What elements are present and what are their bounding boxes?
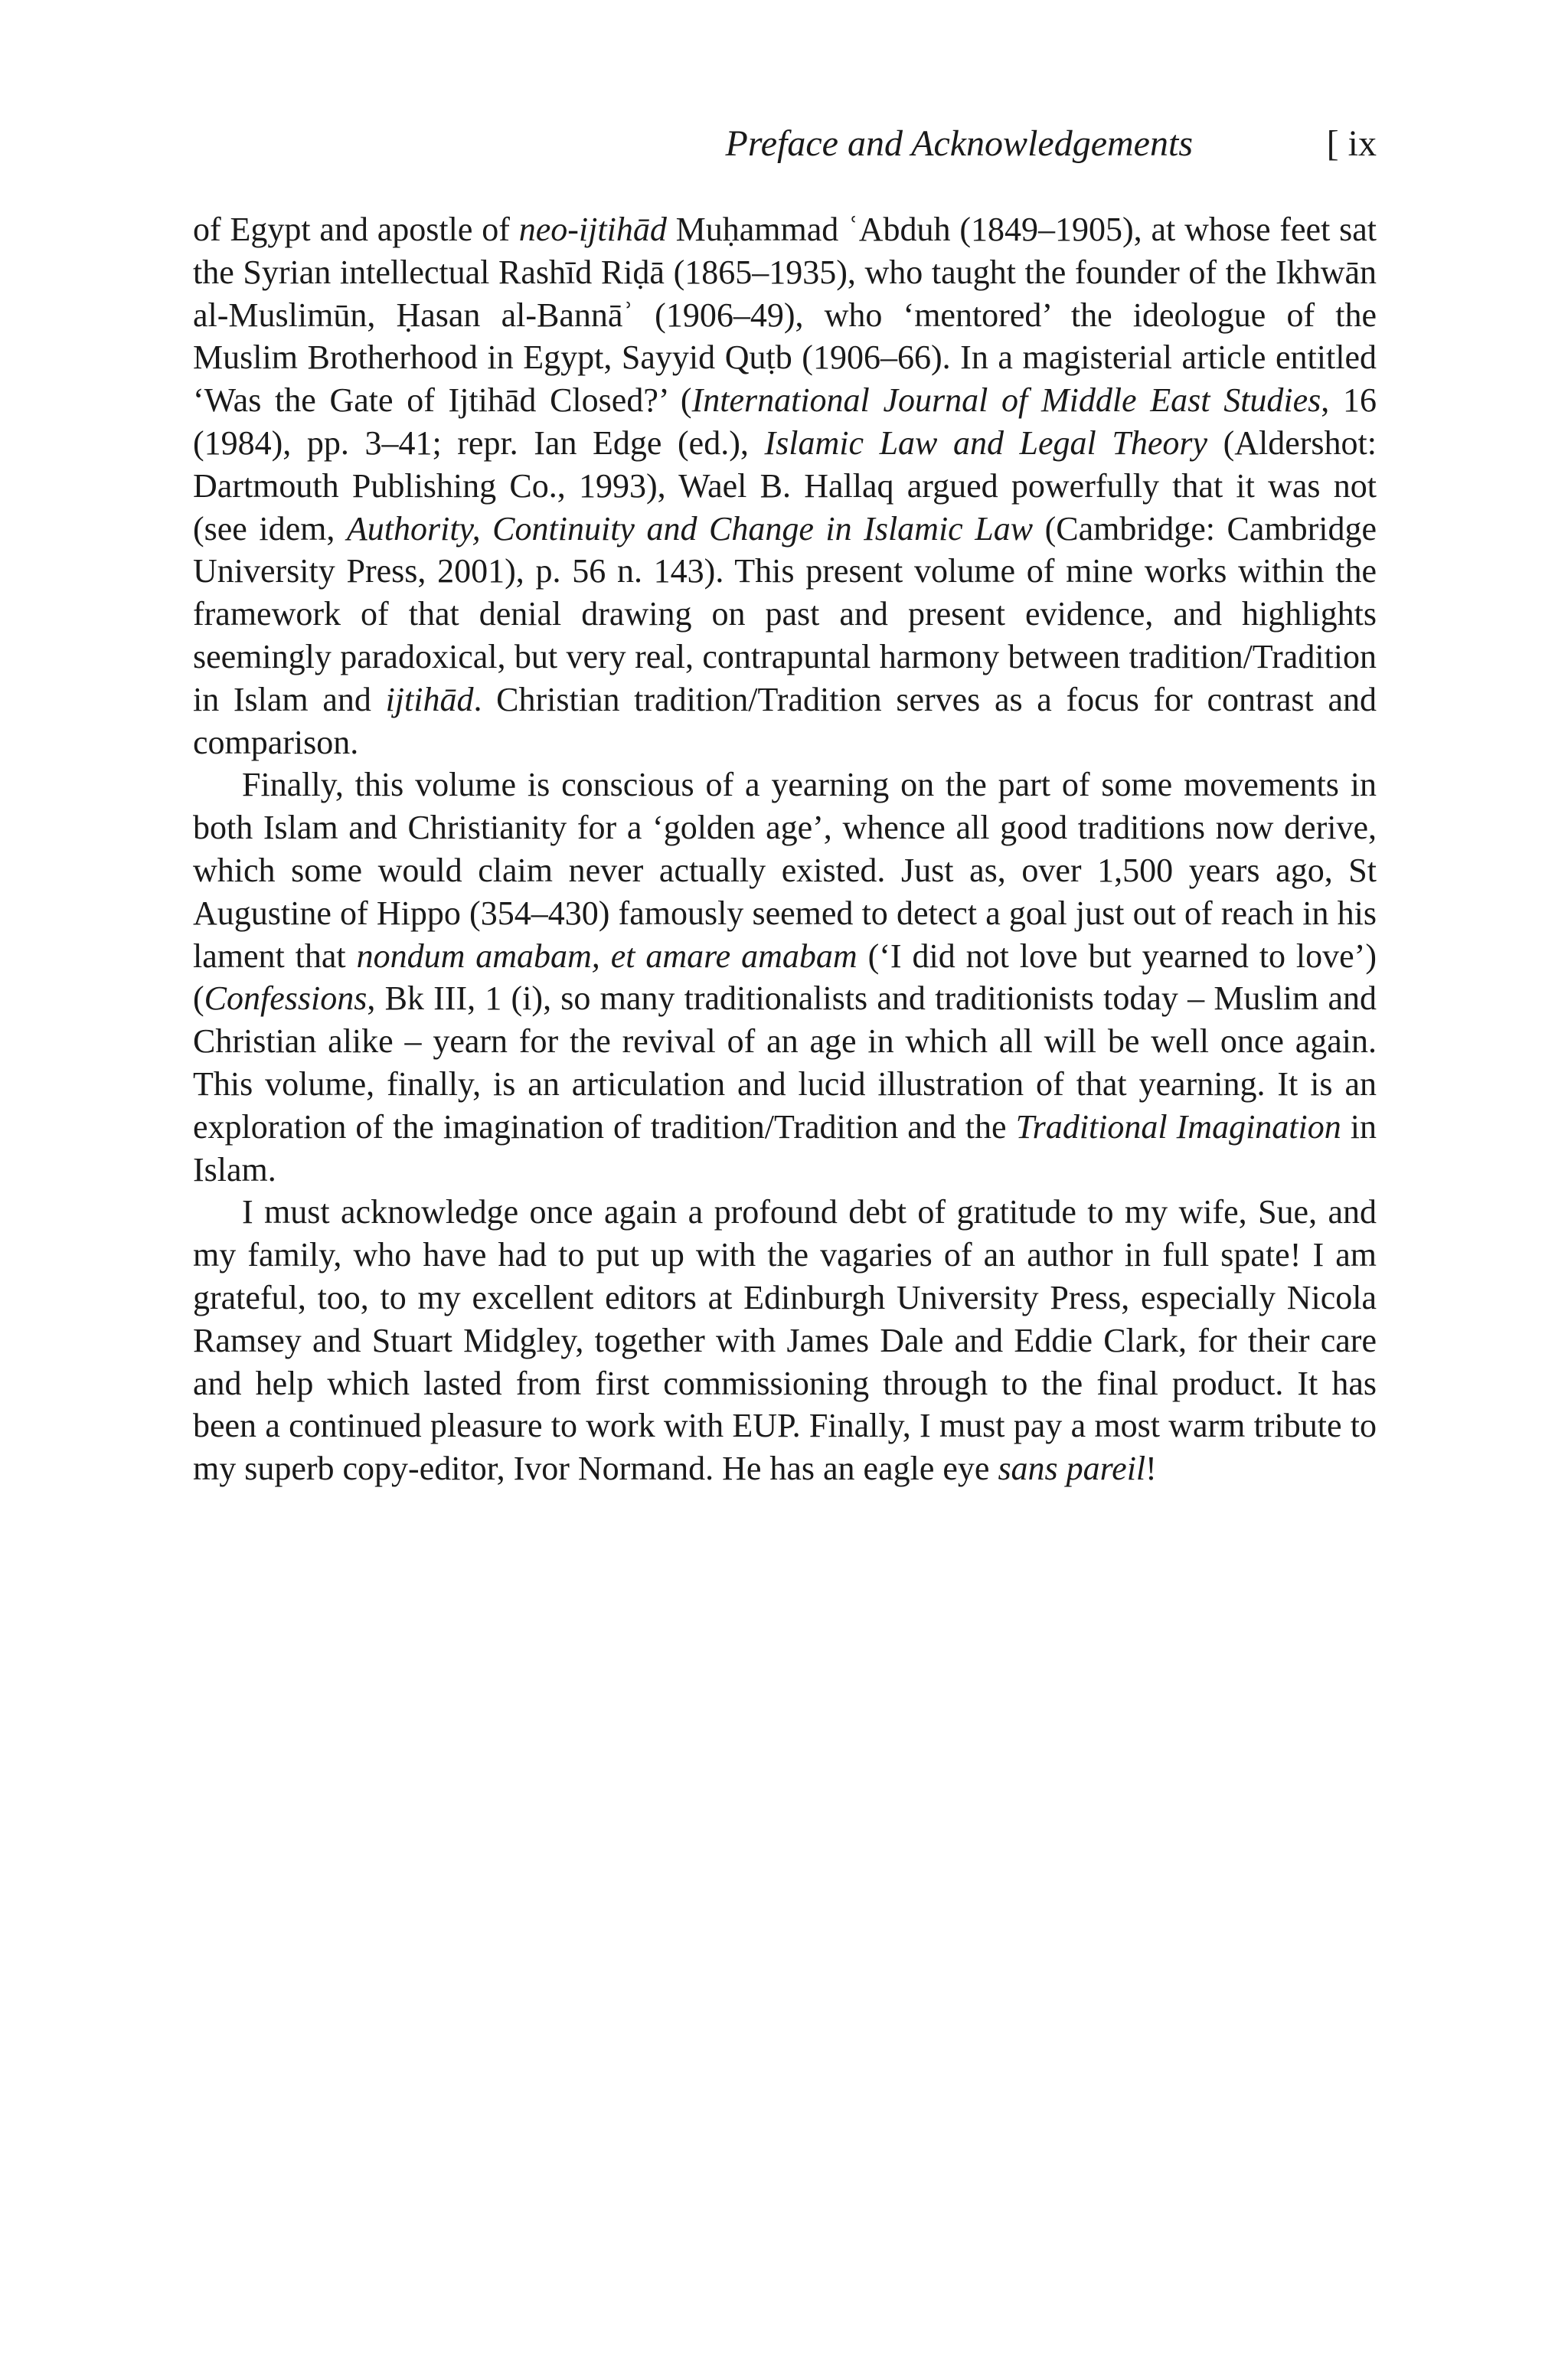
text-run: . Christian tradition/Tradition serves as a focus for contrast and comparison. [193,680,1377,761]
text-run: , 16 (1984), pp. 3–41; repr. Ian Edge (ed.), [193,381,1377,462]
text-run: Finally, this volume is conscious of a yearning on the part of some movements in both Islam and Christianity for a ‘golden age’, whence all good traditions now derive, which some would claim never actually existed. Just as, over 1,500 years ago, St Augustine of Hippo (354–430) famously seemed to detect a goal just out of reach in his lament that [193,766,1377,975]
italic-run: Authority, Continuity and Change in Islamic Law [346,509,1034,548]
running-head [193,121,1377,167]
body-text [193,208,1377,1490]
paragraph-golden-age [193,763,1377,1191]
italic-run: Islamic Law and Legal Theory [764,423,1208,462]
paragraph-continued [193,208,1377,763]
italic-run: nondum amabam, et amare amabam [356,937,858,975]
italic-run: neo-ijtihād [518,211,667,248]
italic-run: International Journal of Middle East Studies [691,381,1321,420]
text-run: Muḥammad ʿAbduh (1849–1905), at whose feet sat the Syrian intellectual Rashīd Riḍā (1865–1935), who taught the founder of the Ikhwān al-Muslimūn, Ḥasan al-Bannāʾ (1906–49), who ‘mentored’ the ideologue of the Muslim Brotherhood in Egypt, Sayyid Quṭb (1906–66). In a magisterial article entitled ‘Was the Gate of Ijtihād Closed?’ ( [193,211,1377,420]
italic-run: ijtihād [385,680,474,718]
running-title: Preface and Acknowledgements [725,123,1193,164]
text-run: (‘I did not love but yearned to love’) ( [193,937,1377,1018]
italic-run: Traditional Imagination [1015,1107,1341,1146]
page-number: [ ix [1326,123,1377,164]
text-run: I must acknowledge once again a profound debt of gratitude to my wife, Sue, and my family, who have had to put up with the vagaries of an author in full spate! I am grateful, too, to my excellent editors at Edinburgh University Press, especially Nicola Ramsey and Stuart Midgley, together with James Dale and Eddie Clark, for their care and help which lasted from first commissioning through to the final product. It has been a continued pleasure to work with EUP. Finally, I must pay a most warm tribute to my superb copy-editor, Ivor Normand. He has an eagle eye [193,1193,1377,1488]
text-run: in Islam. [193,1107,1377,1189]
italic-run: sans pareil [998,1450,1146,1488]
text-run: (Aldershot: Dartmouth Publishing Co., 1993), Wael B. Hallaq argued powerfully that it was not (see idem, [193,423,1377,548]
text-run: (Cambridge: Cambridge University Press, 2001), p. 56 n. 143). This present volume of mine works within the framework of that denial drawing on past and present evidence, and highlights seemingly paradoxical, but very real, contrapuntal harmony between tradition/Tradition in Islam and [193,509,1377,718]
italic-run: Confessions [204,979,368,1018]
text-run: of Egypt and apostle of [193,211,519,248]
text-run: , Bk III, 1 (i), so many traditionalists and traditionists today – Muslim and Christian alike – yearn for the revival of an age in which all will be well once again. This volume, finally, is an articulation and lucid illustration of that yearning. It is an exploration of the imagination of tradition/Tradition and the [193,979,1377,1146]
text-run: ! [1145,1450,1157,1488]
paragraph-acknowledgements [193,1191,1377,1490]
